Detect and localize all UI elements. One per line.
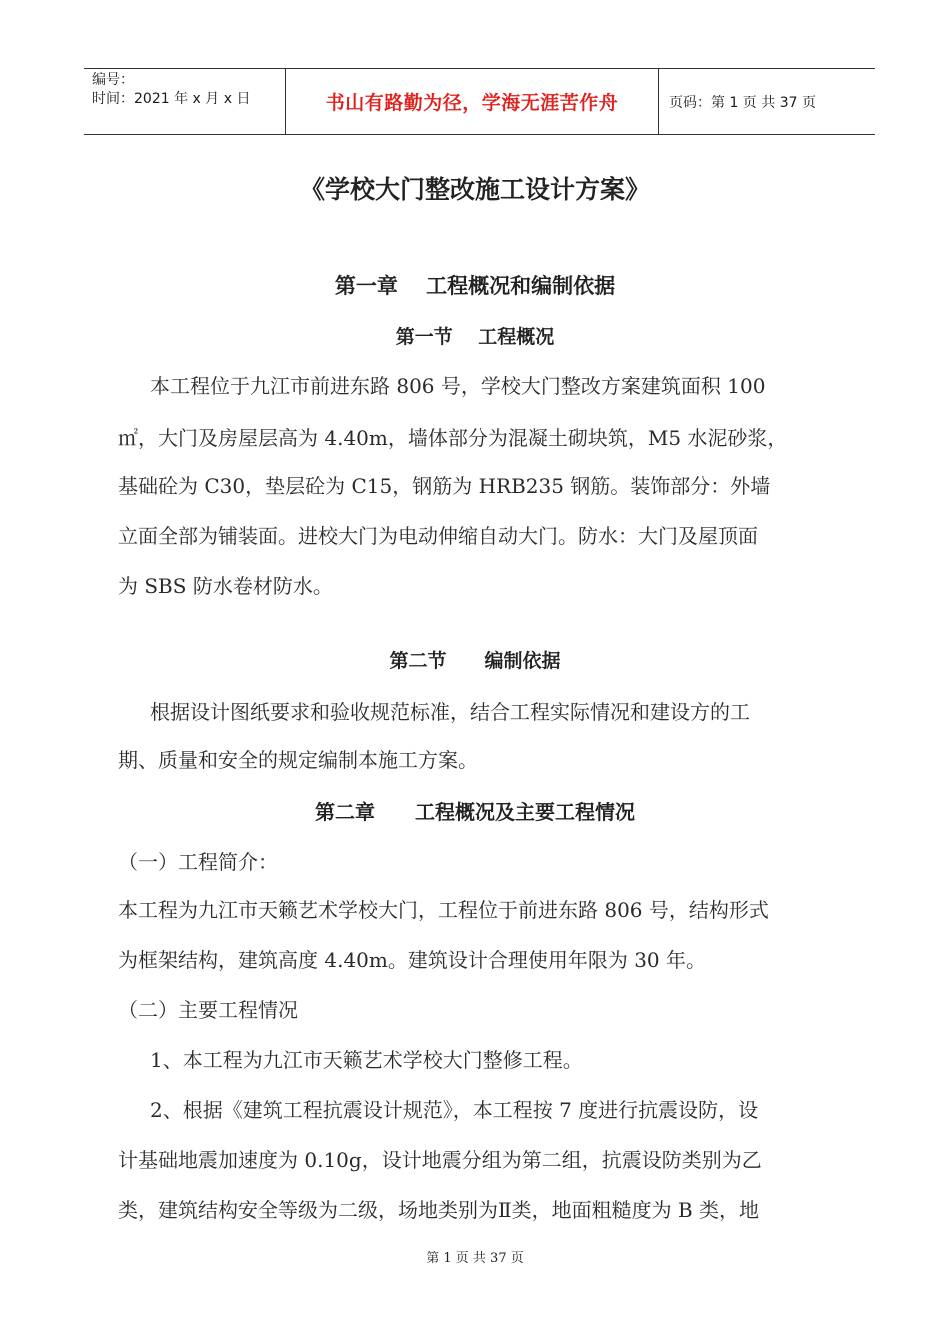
- paragraph-line: [150, 696, 878, 725]
- paragraph-line-text: 期、质量和安全的规定编制本施工方案。: [118, 748, 478, 772]
- time-label: 时间：2021 年 x 月 x 日: [92, 91, 251, 107]
- paragraph-line: [118, 422, 846, 451]
- paragraph-line: [118, 570, 846, 599]
- paragraph-line-text: 为框架结构，建筑高度 4.40m。建筑设计合理使用年限为 30 年。: [118, 948, 707, 972]
- paragraph-line-text: 本工程为九江市天籁艺术学校大门，工程位于前进东路 806 号，结构形式: [118, 898, 769, 922]
- page-header: [84, 68, 875, 135]
- section1-title: 第一节 工程概况: [395, 326, 555, 348]
- paragraph-line: [150, 1094, 878, 1123]
- motto-text: 书山有路勤为径，学海无涯苦作舟: [325, 92, 619, 114]
- paragraph-line-text: 根据设计图纸要求和验收规范标准，结合工程实际情况和建设方的工: [150, 700, 750, 724]
- paragraph-line: [118, 520, 846, 549]
- document-title: 《学校大门整改施工设计方案》: [299, 175, 650, 204]
- paragraph-line-text: 类，建筑结构安全等级为二级，场地类别为Ⅱ类，地面粗糙度为 B 类，地: [118, 1198, 760, 1222]
- page-info: 页码：第 1 页 共 37 页: [669, 94, 816, 111]
- paragraph-line-text: 2、根据《建筑工程抗震设计规范》，本工程按 7 度进行抗震设防，设: [150, 1098, 759, 1122]
- paragraph-line: [118, 470, 846, 499]
- chapter1-title: 第一章 工程概况和编制依据: [334, 274, 616, 298]
- paragraph-line: [118, 1144, 846, 1173]
- header-page-cell: [659, 69, 875, 134]
- paragraph-line-text: 立面全部为铺装面。进校大门为电动伸缩自动大门。防水：大门及屋顶面: [118, 524, 758, 548]
- paragraph-line-text: 为 SBS 防水卷材防水。: [118, 574, 333, 598]
- subsection-title: （二）主要工程情况: [118, 998, 298, 1022]
- list-item: 1、本工程为九江市天籁艺术学校大门整修工程。: [150, 1048, 583, 1072]
- paragraph-line: [118, 894, 846, 923]
- subsection-title: （一）工程简介：: [118, 850, 278, 874]
- paragraph-line: [150, 370, 878, 399]
- paragraph-line-text: 基础砼为 C30，垫层砼为 C15，钢筋为 HRB235 钢筋。装饰部分：外墙: [118, 474, 771, 498]
- header-meta-cell: [84, 69, 286, 134]
- paragraph-line: [118, 944, 846, 973]
- paragraph-line-text: 本工程位于九江市前进东路 806 号，学校大门整改方案建筑面积 100: [150, 374, 766, 398]
- header-motto-cell: [286, 69, 659, 134]
- section2-title: 第二节 编制依据: [389, 650, 561, 672]
- page-footer: 第 1 页 共 37 页: [426, 1251, 524, 1266]
- paragraph-line: [118, 744, 846, 773]
- paragraph-line-text: ㎡，大门及房屋层高为 4.40m，墙体部分为混凝土砌块筑，M5 水泥砂浆，: [118, 426, 788, 450]
- paragraph-line-text: 计基础地震加速度为 0.10g，设计地震分组为第二组，抗震设防类别为乙: [118, 1148, 762, 1172]
- chapter2-title: 第二章 工程概况及主要工程情况: [315, 800, 635, 824]
- number-label: 编号：: [92, 72, 134, 88]
- paragraph-line: [118, 1194, 846, 1223]
